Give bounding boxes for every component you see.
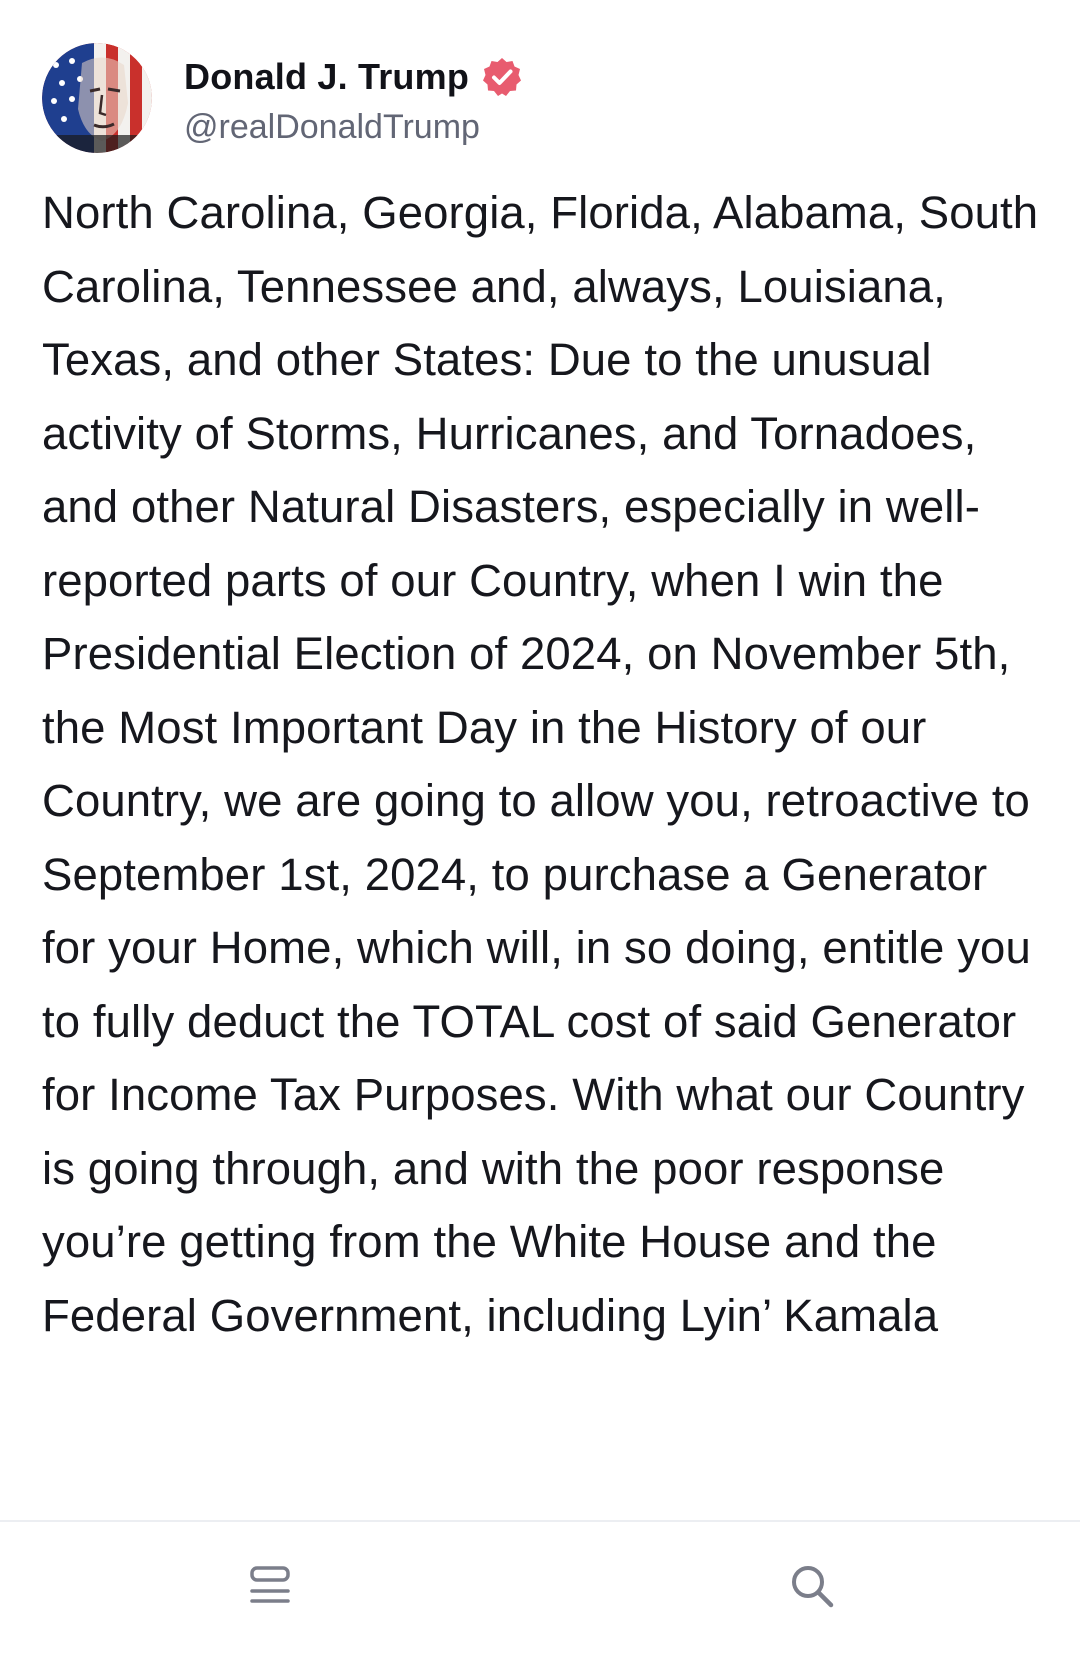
author-name-row xyxy=(184,50,523,104)
feed-icon xyxy=(248,1564,292,1608)
search-icon xyxy=(788,1562,836,1610)
author-handle[interactable]: @realDonaldTrump xyxy=(184,107,480,146)
post-body-text: North Carolina, Georgia, Florida, Alabama, South Carolina, Tennessee and, always, Louisiana, Texas, and other States: Due to the unusual activity of Storms, Hurricanes, and Tornadoes, and other Natural Disasters, especially in well-reported parts of our Country, when I win the Presidential Election of 2024, on November 5th, the Most Important Day in the History of our Country, we are going to allow you, retroactive to September 1st, 2024, to purchase a Generator for your Home, which will, in so doing, entitle you to fully deduct the TOTAL cost of said Generator for Income Tax Purposes. With what our Country is going through, and with the poor response you’re getting from the White House and the Federal Government, including Lyin’ Kamala xyxy=(42,187,1039,1341)
author-name[interactable]: Donald J. Trump xyxy=(184,55,470,97)
author-identity xyxy=(184,50,523,147)
avatar[interactable] xyxy=(42,43,152,153)
verified-badge-icon xyxy=(481,56,523,98)
post-header xyxy=(42,42,523,154)
bottom-navigation-bar xyxy=(0,1520,1080,1654)
avatar-image xyxy=(42,43,152,153)
search-button[interactable] xyxy=(780,1554,844,1618)
feed-button[interactable] xyxy=(238,1554,302,1618)
